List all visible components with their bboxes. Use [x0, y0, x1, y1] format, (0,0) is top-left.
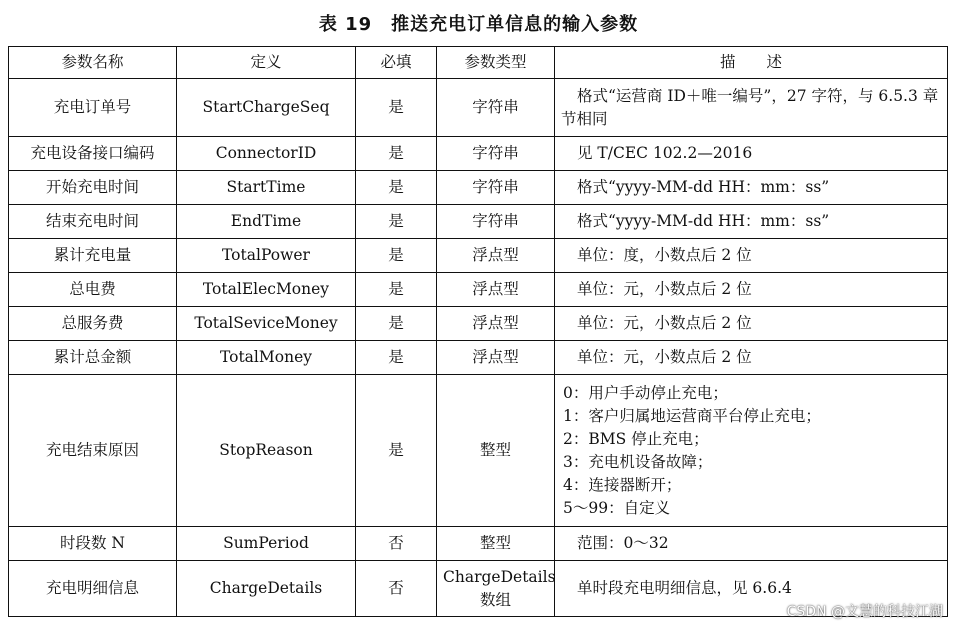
cell-definition: StartChargeSeq: [177, 79, 356, 137]
cell-required: 是: [356, 375, 437, 527]
cell-description: 单时段充电明细信息，见 6.6.4: [555, 561, 948, 617]
cell-description: 范围：0～32: [555, 527, 948, 561]
cell-definition: TotalMoney: [177, 341, 356, 375]
header-param-type: 参数类型: [437, 47, 555, 79]
cell-description: [555, 375, 948, 527]
cell-required: 否: [356, 527, 437, 561]
cell-required: 是: [356, 137, 437, 171]
cell-param-type: 浮点型: [437, 273, 555, 307]
cell-param-name: 充电明细信息: [9, 561, 177, 617]
cell-param-name: 充电结束原因: [9, 375, 177, 527]
cell-param-name: 充电订单号: [9, 79, 177, 137]
cell-description: 单位：元，小数点后 2 位: [555, 273, 948, 307]
table-row: [9, 375, 948, 527]
header-definition: 定义: [177, 47, 356, 79]
cell-definition: TotalElecMoney: [177, 273, 356, 307]
cell-param-type: 浮点型: [437, 239, 555, 273]
cell-description: 单位：元，小数点后 2 位: [555, 341, 948, 375]
parameter-table: [8, 46, 948, 617]
stop-reason-line: 0：用户手动停止充电；: [563, 383, 728, 402]
cell-definition: ChargeDetails: [177, 561, 356, 617]
cell-definition: TotalPower: [177, 239, 356, 273]
stop-reason-line: 5～99：自定义: [563, 498, 671, 517]
table-title: 表 19 推送充电订单信息的输入参数: [318, 14, 639, 35]
table-row: [9, 307, 948, 341]
cell-required: 是: [356, 239, 437, 273]
cell-description: 见 T/CEC 102.2—2016: [555, 137, 948, 171]
table-row: [9, 79, 948, 137]
cell-required: 否: [356, 561, 437, 617]
watermark: CSDN @文慧的科技江湖: [786, 604, 943, 620]
cell-param-name: 总服务费: [9, 307, 177, 341]
cell-param-name: 累计总金额: [9, 341, 177, 375]
stop-reason-line: 4：连接器断开；: [563, 475, 682, 494]
cell-param-type: 整型: [437, 375, 555, 527]
cell-description: 单位：元，小数点后 2 位: [555, 307, 948, 341]
cell-required: 是: [356, 171, 437, 205]
cell-definition: StartTime: [177, 171, 356, 205]
cell-definition: SumPeriod: [177, 527, 356, 561]
cell-required: 是: [356, 79, 437, 137]
cell-param-name: 累计充电量: [9, 239, 177, 273]
header-description: 描 述: [555, 47, 948, 79]
cell-param-name: 时段数 N: [9, 527, 177, 561]
cell-param-type: 浮点型: [437, 307, 555, 341]
table-row: [9, 273, 948, 307]
header-required: 必填: [356, 47, 437, 79]
cell-description: 单位：度，小数点后 2 位: [555, 239, 948, 273]
stop-reason-line: 1：客户归属地运营商平台停止充电；: [563, 406, 821, 425]
cell-description: 格式“yyyy-MM-dd HH：mm：ss”: [555, 205, 948, 239]
cell-required: 是: [356, 205, 437, 239]
cell-required: 是: [356, 341, 437, 375]
cell-description: 格式“yyyy-MM-dd HH：mm：ss”: [555, 171, 948, 205]
cell-definition: ConnectorID: [177, 137, 356, 171]
table-header-row: [9, 47, 948, 79]
cell-definition: TotalSeviceMoney: [177, 307, 356, 341]
cell-param-type: 整型: [437, 527, 555, 561]
cell-definition: StopReason: [177, 375, 356, 527]
cell-param-name: 开始充电时间: [9, 171, 177, 205]
table-row: [9, 137, 948, 171]
table-row: [9, 527, 948, 561]
table-row: [9, 171, 948, 205]
cell-description: 格式“运营商 ID＋唯一编号”，27 字符，与 6.5.3 章节相同: [555, 79, 948, 137]
stop-reason-line: 2：BMS 停止充电；: [563, 429, 709, 448]
cell-param-name: 充电设备接口编码: [9, 137, 177, 171]
header-param-name: 参数名称: [9, 47, 177, 79]
cell-required: 是: [356, 307, 437, 341]
cell-param-type: 字符串: [437, 137, 555, 171]
cell-param-type: ChargeDetails 数组: [437, 561, 555, 617]
cell-param-name: 总电费: [9, 273, 177, 307]
cell-param-name: 结束充电时间: [9, 205, 177, 239]
cell-param-type: 字符串: [437, 205, 555, 239]
table-row: [9, 341, 948, 375]
table-row: [9, 239, 948, 273]
cell-param-type: 浮点型: [437, 341, 555, 375]
cell-required: 是: [356, 273, 437, 307]
stop-reason-line: 3：充电机设备故障；: [563, 452, 713, 471]
cell-param-type: 字符串: [437, 79, 555, 137]
cell-param-type: 字符串: [437, 171, 555, 205]
cell-definition: EndTime: [177, 205, 356, 239]
table-row: [9, 205, 948, 239]
